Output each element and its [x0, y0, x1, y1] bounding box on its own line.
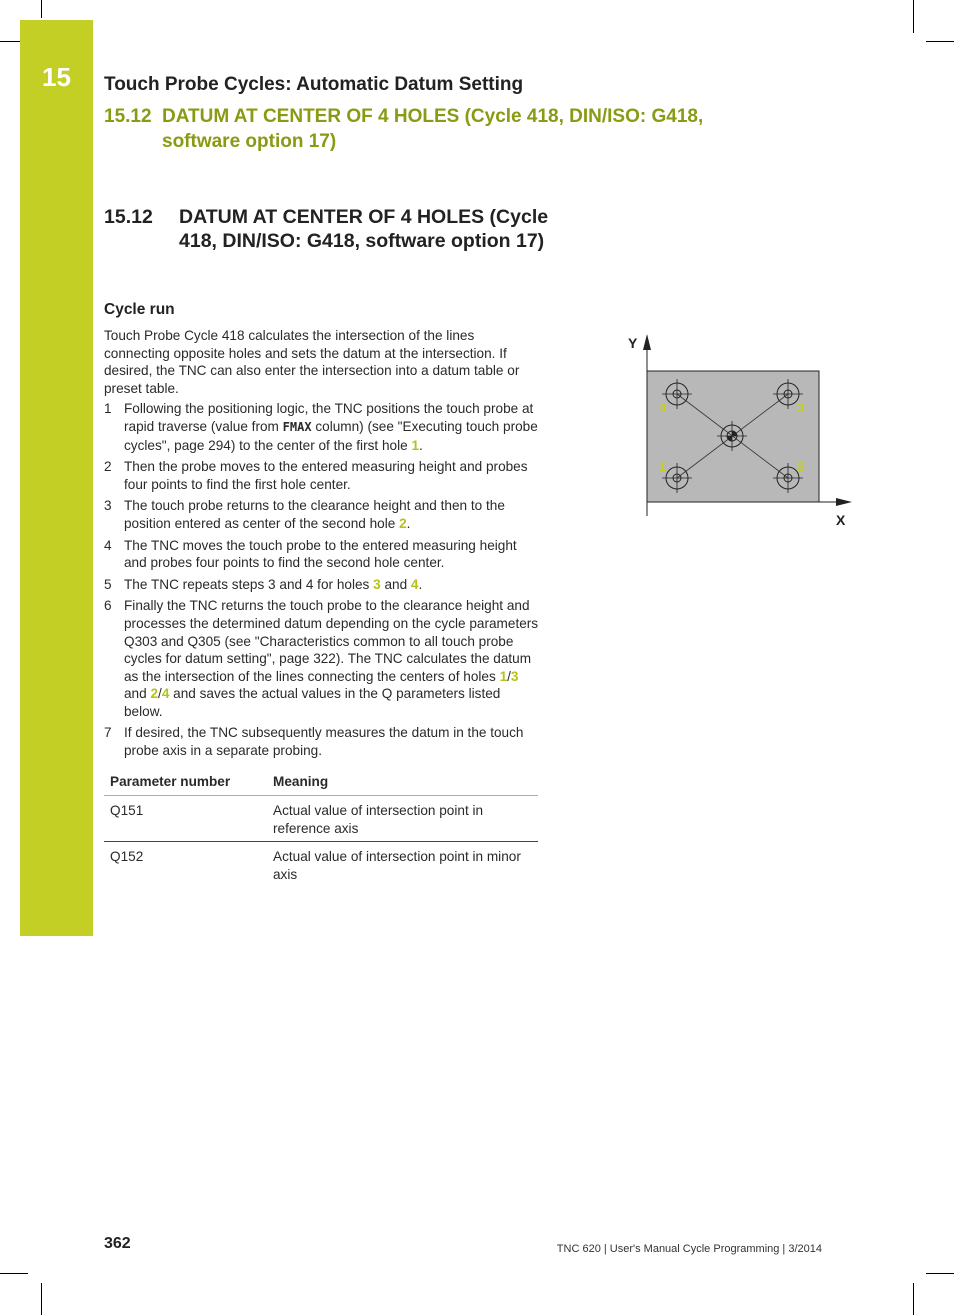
crop-mark [913, 1283, 914, 1315]
crop-mark [926, 1273, 954, 1274]
cycle-run-body [104, 327, 540, 888]
step-text: Following the positioning logic, the TNC positions the touch probe at rapid traverse (value from [124, 401, 534, 434]
hole-label-1: 1 [659, 459, 667, 474]
crop-mark [926, 41, 954, 42]
running-header-title: Touch Probe Cycles: Automatic Datum Setting [104, 74, 524, 95]
step-text: column) (see "Executing touch probe cycles", page 294) to the center of the first hole [124, 418, 538, 453]
x-axis-label: X [836, 512, 846, 528]
table-cell-param: Q151 [104, 796, 267, 842]
hole-ref: 1 [499, 668, 508, 684]
section-heading [104, 205, 574, 253]
hole-ref: 1 [411, 437, 419, 453]
step-text: and [124, 686, 151, 702]
list-item [104, 400, 540, 454]
list-item [104, 497, 540, 532]
four-holes-diagram [620, 330, 860, 530]
x-axis-arrow [836, 498, 852, 506]
step-text: . [419, 437, 423, 453]
step-number: 1 [104, 401, 112, 417]
steps-list [104, 400, 540, 759]
list-item [104, 458, 540, 493]
step-number: 5 [104, 576, 112, 592]
hole-ref: 2 [399, 515, 407, 531]
step-text: The touch probe returns to the clearance height and then to the position entered as center of the second hole [124, 498, 505, 531]
column-header: Meaning [267, 768, 538, 796]
step-code: FMAX [282, 419, 312, 434]
step-text: . [418, 576, 423, 592]
y-axis-label: Y [628, 335, 638, 351]
step-number: 7 [104, 725, 112, 741]
chapter-sidebar [20, 20, 93, 936]
hole-label-4: 4 [659, 400, 667, 415]
step-text: The TNC moves the touch probe to the entered measuring height and probes four points to find the second hole center. [124, 537, 517, 571]
hole-label-2: 2 [797, 459, 805, 474]
table-row [104, 796, 538, 842]
footer-info: TNC 620 | User's Manual Cycle Programming | 3/2014 [556, 1243, 822, 1255]
crop-mark [41, 0, 42, 18]
crop-mark [913, 0, 914, 33]
section-number: 15.12 [104, 206, 153, 228]
step-number: 6 [104, 598, 112, 614]
running-header-section-number: 15.12 [104, 106, 152, 127]
step-text: . [406, 515, 411, 531]
crop-mark [0, 41, 20, 42]
list-item [104, 576, 540, 594]
table-cell-meaning: Actual value of intersection point in reference axis [267, 796, 538, 842]
table-cell-meaning: Actual value of intersection point in minor axis [273, 849, 521, 883]
step-text: The TNC repeats steps 3 and 4 for holes [124, 576, 374, 592]
step-number: 3 [104, 498, 112, 514]
chapter-number: 15 [42, 62, 71, 92]
step-text: Finally the TNC returns the touch probe to the clearance height and processes the determined datum depending on the cycle parameters Q303 and Q305 (see "Characteristics common to all touch probe cycles for datum setting", page 322). The TNC calculates the datum as the intersection of the lines connecting the centers of holes [124, 598, 539, 684]
crop-mark [41, 1283, 42, 1315]
step-number: 4 [104, 537, 112, 553]
cycle-run-heading: Cycle run [104, 301, 175, 318]
step-text: If desired, the TNC subsequently measures the datum in the touch probe axis in a separate probing. [124, 725, 524, 759]
column-header: Parameter number [104, 768, 267, 796]
section-title: DATUM AT CENTER OF 4 HOLES (Cycle 418, DIN/ISO: G418, software option 17) [179, 206, 549, 252]
cycle-run-intro: Touch Probe Cycle 418 calculates the intersection of the lines connecting opposite holes and sets the datum at the intersection. If desired, the TNC can also enter the intersection into a datum table or preset table. [104, 328, 520, 396]
hole-ref: 4 [410, 576, 419, 592]
step-number: 2 [104, 459, 112, 475]
list-item [104, 537, 540, 572]
step-text: / [158, 686, 162, 702]
hole-label-3: 3 [797, 400, 805, 415]
step-text: and [380, 576, 411, 592]
step-text: and saves the actual values in the Q parameters listed below. [124, 686, 501, 719]
hole-ref: 3 [510, 668, 519, 684]
step-text: Then the probe moves to the entered measuring height and probes four points to find the first hole center. [124, 459, 528, 492]
running-header-section [104, 104, 703, 154]
running-header-section-line1: DATUM AT CENTER OF 4 HOLES (Cycle 418, DIN/ISO: G418, [162, 106, 704, 127]
parameter-table [104, 768, 538, 888]
running-header-section-line2: software option 17) [162, 131, 337, 152]
table-cell-param: Q152 [110, 849, 144, 865]
list-item [104, 597, 540, 720]
crop-mark [0, 1273, 28, 1274]
hole-ref: 2 [150, 686, 159, 702]
list-item [104, 724, 540, 759]
table-row [104, 842, 538, 888]
step-text: / [507, 668, 511, 684]
page-number: 362 [104, 1235, 131, 1252]
y-axis-arrow [643, 334, 651, 350]
hole-ref: 3 [373, 576, 381, 592]
table-header-row [104, 768, 538, 796]
hole-ref: 4 [161, 686, 170, 702]
four-holes-figure [620, 330, 860, 535]
